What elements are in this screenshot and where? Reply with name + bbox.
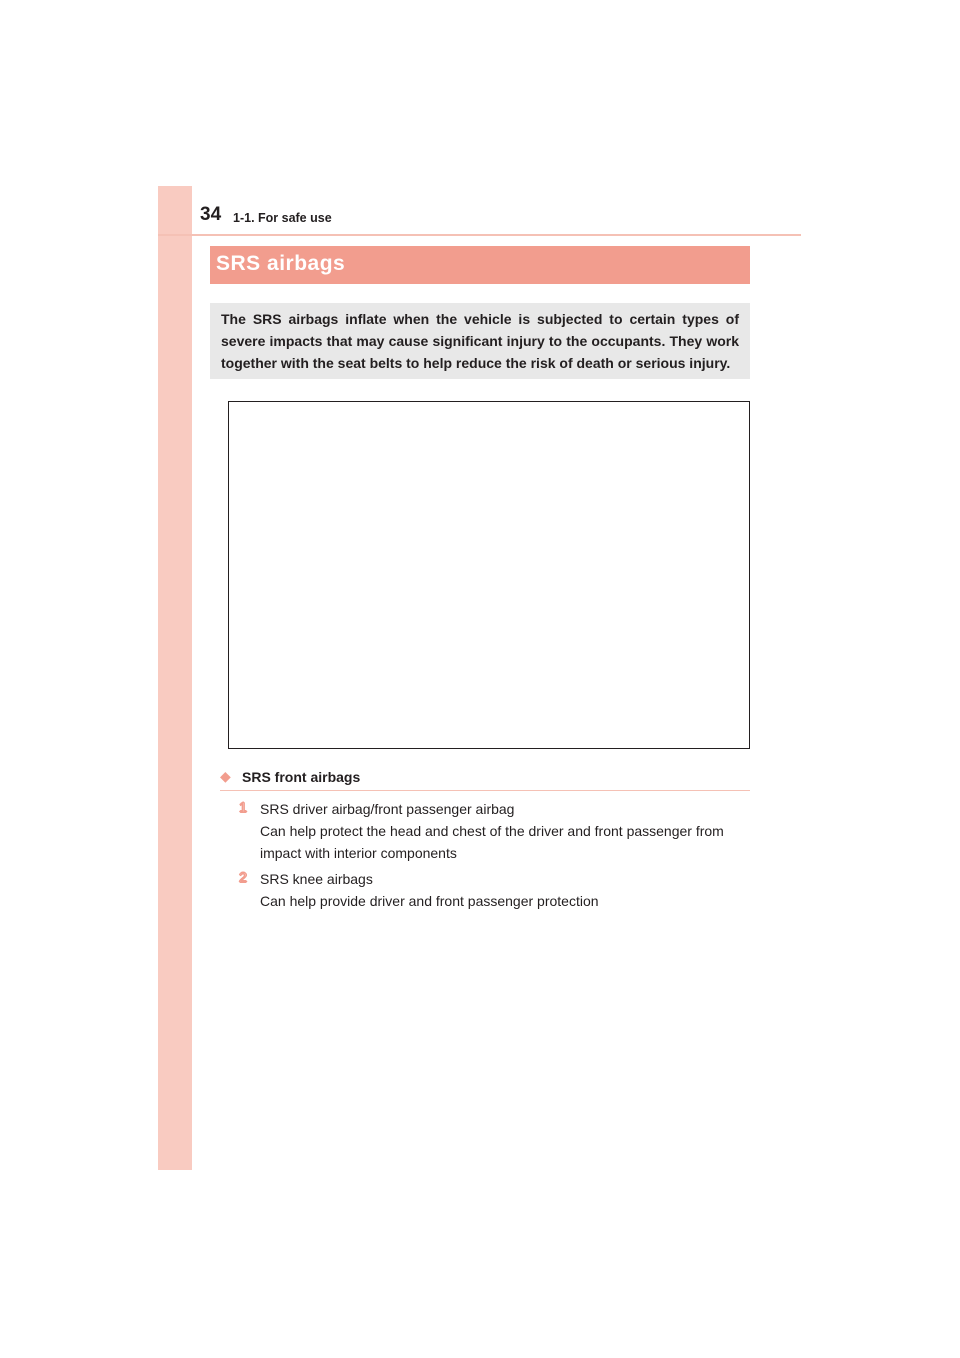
section-label: 1-1. For safe use <box>233 211 332 225</box>
intro-box <box>210 303 750 379</box>
subsection-heading-text: SRS front airbags <box>242 769 361 785</box>
item-title: SRS knee airbags <box>260 871 373 887</box>
airbag-illustration-frame <box>228 401 750 749</box>
diamond-icon: ◆ <box>220 768 231 784</box>
page-header <box>158 186 801 236</box>
item-number-icon: 1 <box>239 799 247 815</box>
section-title-bar <box>210 246 750 284</box>
intro-text: The SRS airbags inflate when the vehicle is subjected to certain types of severe impacts that may cause significant injury to the occupants. They work together with the seat belts to help reduce the risk of death or serious injury. <box>221 311 739 371</box>
item-description: Can help provide driver and front passenger protection <box>260 893 599 909</box>
page-number: 34 <box>200 204 222 225</box>
item-title: SRS driver airbag/front passenger airbag <box>260 801 515 817</box>
side-band <box>158 186 192 1170</box>
item-number-icon: 2 <box>239 869 247 885</box>
item-description: Can help protect the head and chest of the driver and front passenger from impact with interior components <box>260 823 724 861</box>
page-title: SRS airbags <box>216 252 346 275</box>
subsection-heading <box>220 766 750 791</box>
